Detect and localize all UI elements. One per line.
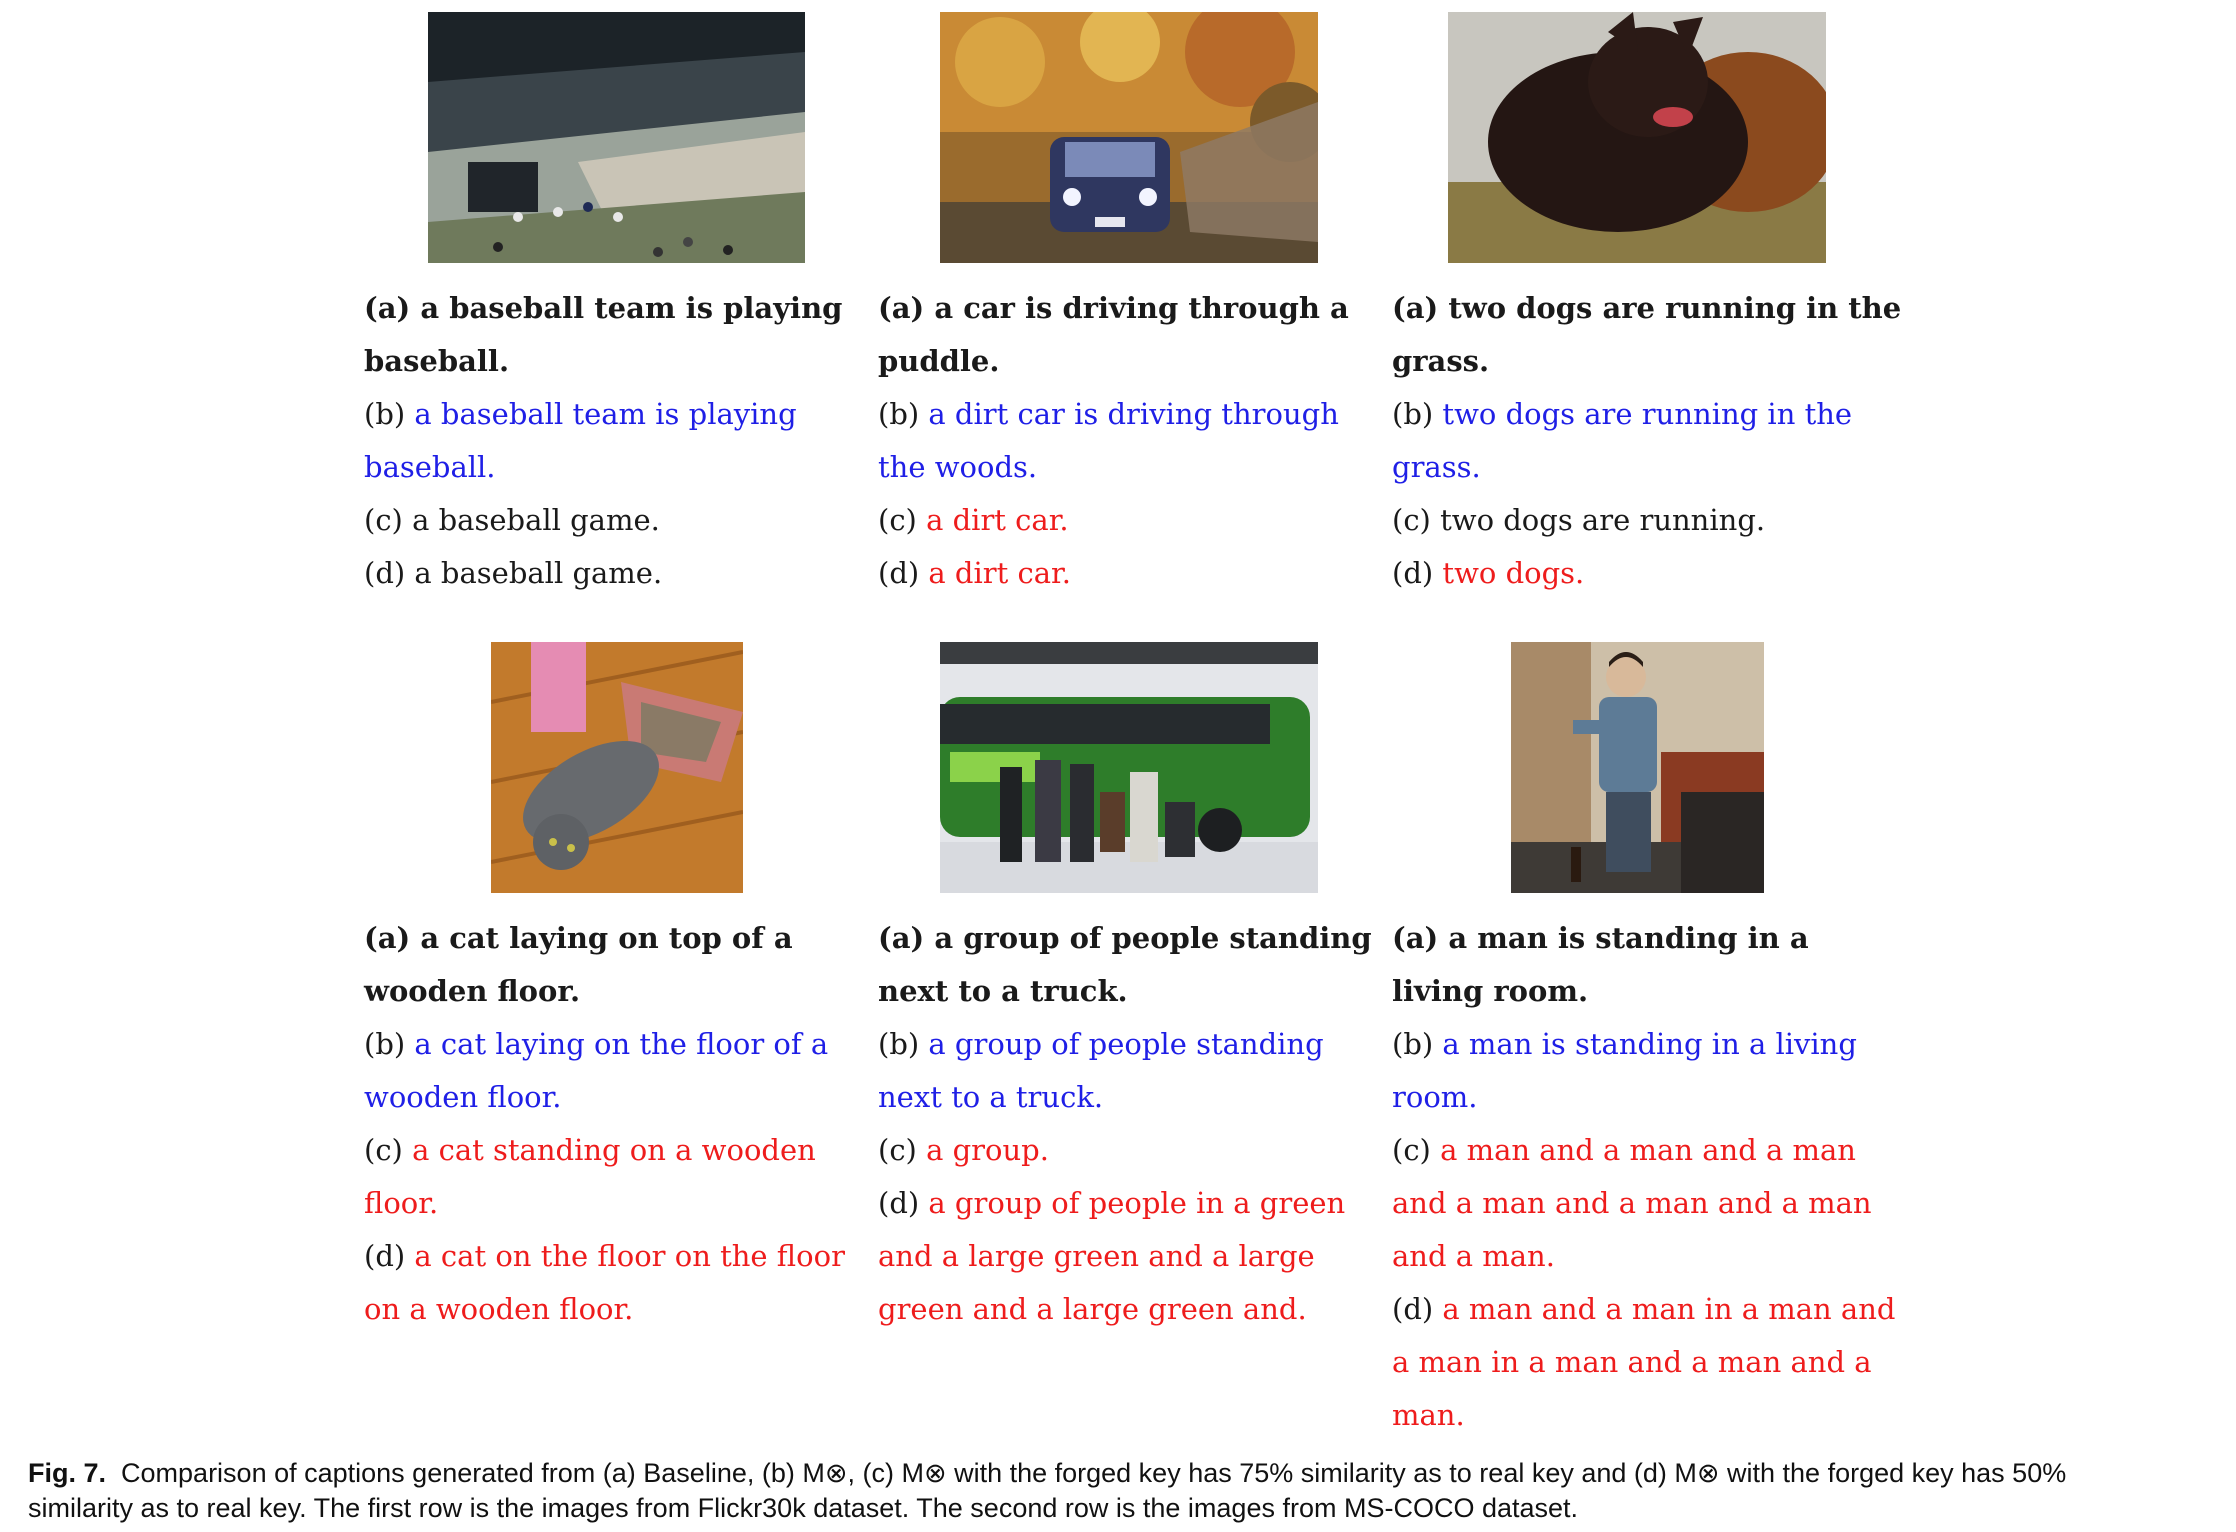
- caption-d: [364, 547, 879, 600]
- figure-caption-line-1: [28, 1456, 2228, 1491]
- caption-b-text: a baseball team is playing baseball.: [364, 397, 797, 484]
- caption-c: [878, 1124, 1393, 1177]
- caption-c: [364, 494, 879, 547]
- caption-b-prefix: (b): [878, 1027, 920, 1061]
- caption-c-prefix: (c): [878, 1133, 917, 1167]
- caption-a: (a) a man is standing in a living room.: [1392, 921, 1809, 1008]
- caption-a: (a) two dogs are running in the grass.: [1392, 291, 1902, 378]
- figure-label: Fig. 7.: [28, 1458, 107, 1488]
- caption-c: [364, 1124, 879, 1230]
- caption-b-prefix: (b): [878, 397, 920, 431]
- baseball-stadium-photo: [428, 12, 805, 263]
- caption-c-prefix: (c): [364, 1133, 403, 1167]
- caption-c: [1392, 1124, 1907, 1283]
- caption-block: [878, 282, 1393, 600]
- caption-b-prefix: (b): [1392, 397, 1434, 431]
- caption-c-prefix: (c): [1392, 503, 1431, 537]
- caption-b: [364, 388, 879, 494]
- caption-d: [364, 1230, 879, 1336]
- caption-c-text: a dirt car.: [926, 503, 1069, 537]
- caption-b: [1392, 388, 1907, 494]
- caption-b-text: a group of people standing next to a truck.: [878, 1027, 1324, 1114]
- caption-b: [878, 1018, 1393, 1124]
- caption-b: [878, 388, 1393, 494]
- caption-d-text: two dogs.: [1442, 556, 1585, 590]
- caption-d-prefix: (d): [364, 556, 406, 590]
- caption-b-prefix: (b): [364, 397, 406, 431]
- caption-b-text: a man is standing in a living room.: [1392, 1027, 1857, 1114]
- caption-b: [364, 1018, 879, 1124]
- caption-d-text: a baseball game.: [414, 556, 663, 590]
- caption-c-prefix: (c): [364, 503, 403, 537]
- caption-a: (a) a cat laying on top of a wooden floor.: [364, 921, 793, 1008]
- cat-on-floor-photo: [491, 642, 743, 893]
- caption-block: [878, 912, 1393, 1336]
- caption-d: [878, 547, 1393, 600]
- figure-caption-text-1: Comparison of captions generated from (a) Baseline, (b) M⊗, (c) M⊗ with the forged key has 75% similarity as to real key and (d) M⊗ with the forged key has 50%: [121, 1458, 2067, 1488]
- caption-d: [1392, 1283, 1907, 1442]
- caption-d-prefix: (d): [364, 1239, 406, 1273]
- caption-b-prefix: (b): [364, 1027, 406, 1061]
- caption-d: [878, 1177, 1393, 1336]
- caption-c-prefix: (c): [1392, 1133, 1431, 1167]
- caption-b-text: a dirt car is driving through the woods.: [878, 397, 1339, 484]
- caption-c-prefix: (c): [878, 503, 917, 537]
- caption-c-text: a group.: [926, 1133, 1049, 1167]
- caption-d-text: a man and a man in a man and a man in a man and a man and a man.: [1392, 1292, 1896, 1432]
- caption-a: (a) a car is driving through a puddle.: [878, 291, 1349, 378]
- caption-d-prefix: (d): [878, 1186, 920, 1220]
- figure-caption: [28, 1456, 2228, 1526]
- caption-b: [1392, 1018, 1907, 1124]
- caption-d-prefix: (d): [1392, 1292, 1434, 1326]
- caption-d-text: a dirt car.: [928, 556, 1071, 590]
- caption-block: [1392, 912, 1907, 1442]
- caption-block: [1392, 282, 1907, 600]
- man-living-room-photo: [1511, 642, 1764, 893]
- caption-b-text: a cat laying on the floor of a wooden floor.: [364, 1027, 829, 1114]
- caption-d: [1392, 547, 1907, 600]
- caption-c: [1392, 494, 1907, 547]
- caption-block: [364, 912, 879, 1336]
- caption-d-prefix: (d): [878, 556, 920, 590]
- caption-a: (a) a group of people standing next to a truck.: [878, 921, 1372, 1008]
- caption-c-text: two dogs are running.: [1440, 503, 1766, 537]
- caption-d-prefix: (d): [1392, 556, 1434, 590]
- caption-c: [878, 494, 1393, 547]
- car-in-forest-photo: [940, 12, 1318, 263]
- figure-caption-line-2: similarity as to real key. The first row is the images from Flickr30k dataset. The second row is the images from MS-COCO dataset.: [28, 1493, 1579, 1523]
- caption-c-text: a cat standing on a wooden floor.: [364, 1133, 816, 1220]
- caption-a: (a) a baseball team is playing baseball.: [364, 291, 843, 378]
- caption-b-prefix: (b): [1392, 1027, 1434, 1061]
- two-dogs-photo: [1448, 12, 1826, 263]
- caption-block: [364, 282, 879, 600]
- caption-c-text: a baseball game.: [412, 503, 660, 537]
- caption-b-text: two dogs are running in the grass.: [1392, 397, 1853, 484]
- caption-d-text: a cat on the floor on the floor on a wooden floor.: [364, 1239, 845, 1326]
- bus-group-photo: [940, 642, 1318, 893]
- caption-d-text: a group of people in a green and a large green and a large green and a large green and.: [878, 1186, 1346, 1326]
- caption-c-text: a man and a man and a man and a man and a man and a man and a man.: [1392, 1133, 1872, 1273]
